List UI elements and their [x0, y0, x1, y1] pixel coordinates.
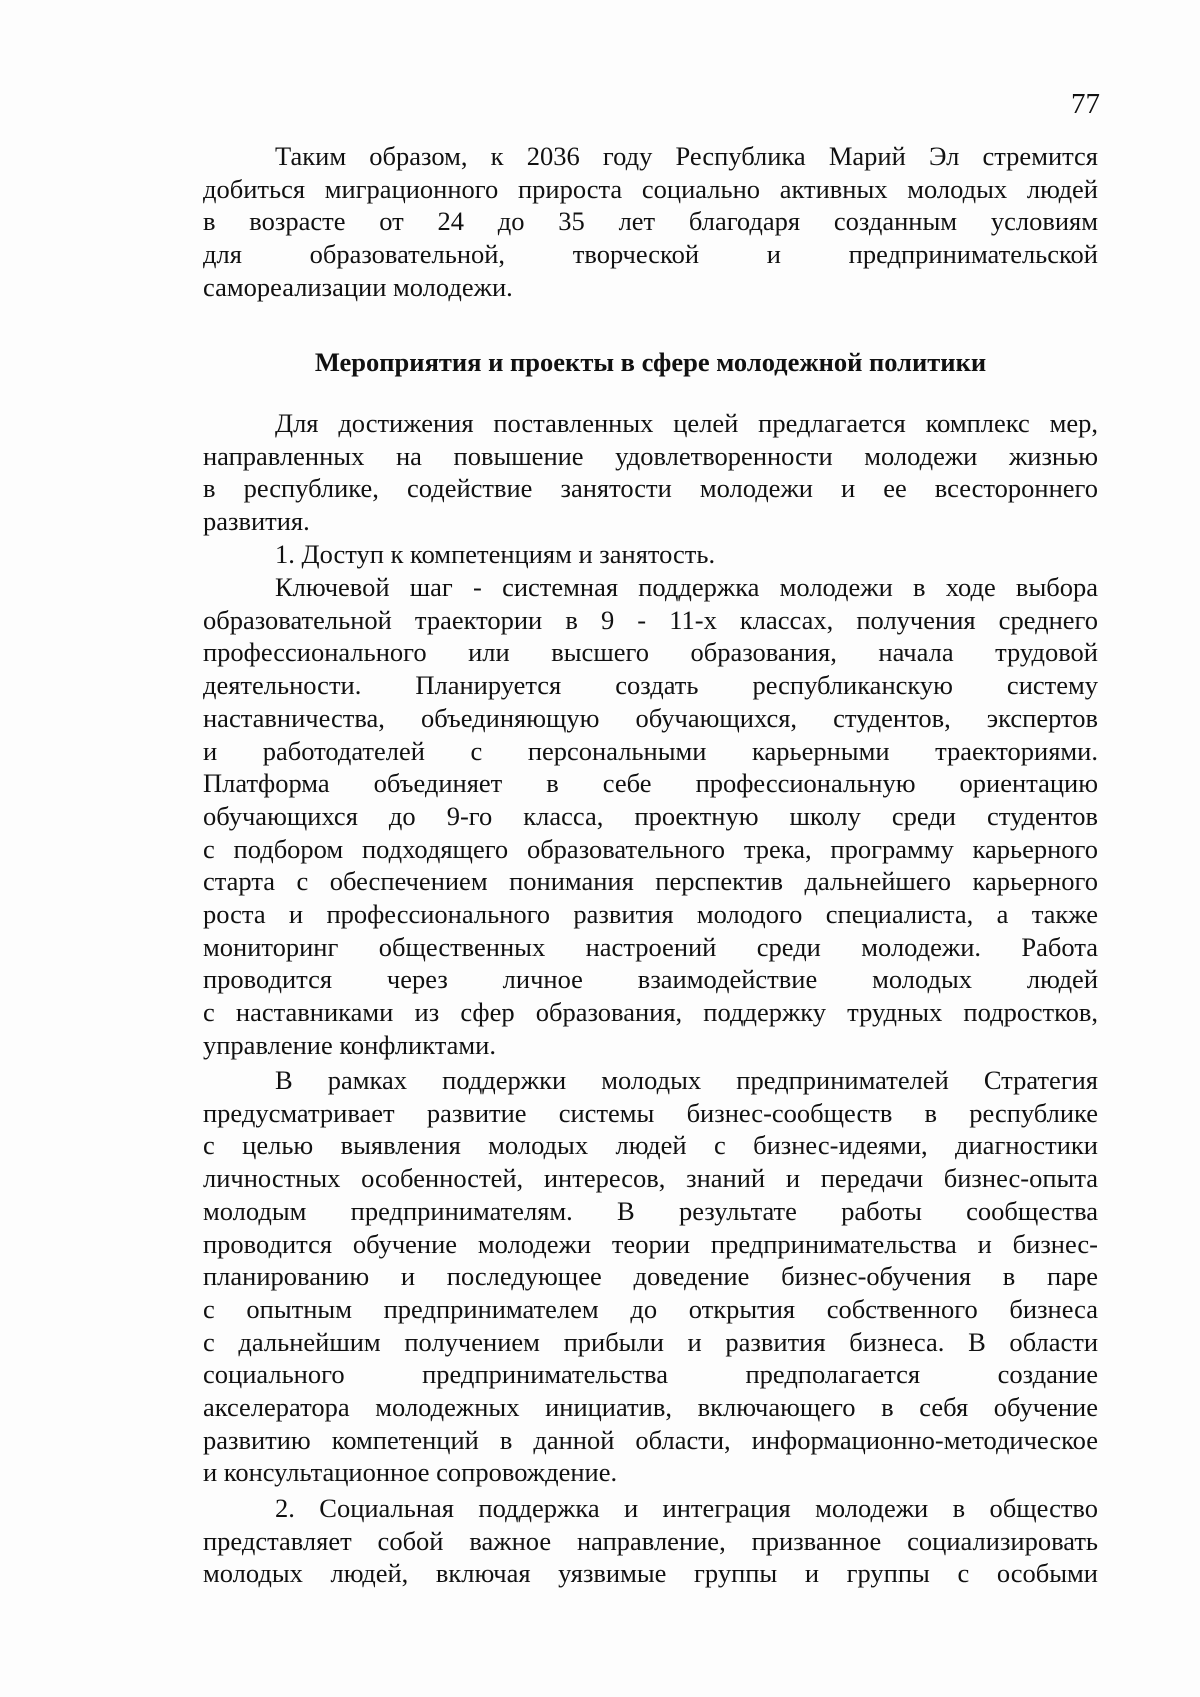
- text-line: роста и профессионального развития молодого специалиста, а также: [203, 899, 1098, 930]
- text-line: мониторинг общественных настроений среди молодежи. Работа: [203, 931, 1098, 962]
- text-line: обучающихся до 9-го класса, проектную школу среди студентов: [203, 800, 1098, 831]
- text-line: 1. Доступ к компетенциям и занятость.: [275, 539, 716, 569]
- section-heading: Мероприятия и проекты в сфере молодежной политики: [314, 347, 987, 377]
- text-line: Ключевой шаг - системная поддержка молодежи в ходе выбора: [275, 572, 1098, 602]
- text-line: планированию и последующее доведение бизнес-обучения в паре: [203, 1261, 1098, 1292]
- paragraph-entrepreneurship: [203, 1064, 1098, 1489]
- text-line: профессионального или высшего образования, начала трудовой: [203, 637, 1098, 668]
- text-line: самореализации молодежи.: [203, 271, 513, 302]
- text-line: старта с обеспечением понимания перспектив дальнейшего карьерного: [203, 866, 1098, 897]
- paragraph-social-support: [203, 1492, 1098, 1590]
- text-line: Платформа объединяет в себе профессиональную ориентацию: [203, 768, 1098, 799]
- text-line: развитию компетенций в данной области, информационно-методическое: [203, 1424, 1098, 1455]
- text-line: добиться миграционного прироста социально активных молодых людей: [203, 173, 1098, 204]
- paragraph-competencies: [203, 571, 1098, 1062]
- text-line: Таким образом, к 2036 году Республика Марий Эл стремится: [275, 141, 1098, 171]
- page-number: 77: [1071, 88, 1100, 120]
- text-line: деятельности. Планируется создать республиканскую систему: [203, 670, 1098, 701]
- text-line: развития.: [203, 506, 310, 537]
- text-line: с опытным предпринимателем до открытия собственного бизнеса: [203, 1293, 1098, 1324]
- text-line: молодым предпринимателям. В результате работы сообщества: [203, 1195, 1098, 1226]
- text-line: для образовательной, творческой и предпринимательской: [203, 239, 1098, 270]
- text-line: 2. Социальная поддержка и интеграция молодежи в общество: [275, 1493, 1098, 1523]
- text-line: социального предпринимательства предполагается создание: [203, 1359, 1098, 1390]
- text-line: и консультационное сопровождение.: [203, 1457, 618, 1488]
- text-line: акселератора молодежных инициатив, включающего в себя обучение: [203, 1392, 1098, 1423]
- text-line: с наставниками из сфер образования, поддержку трудных подростков,: [203, 997, 1098, 1028]
- text-line: в республике, содействие занятости молодежи и ее всестороннего: [203, 473, 1098, 504]
- text-line: проводится обучение молодежи теории предпринимательства и бизнес-: [203, 1228, 1098, 1259]
- text-line: предусматривает развитие системы бизнес-сообществ в республике: [203, 1097, 1098, 1128]
- text-line: молодых людей, включая уязвимые группы и группы с особыми: [203, 1558, 1098, 1589]
- text-line: и работодателей с персональными карьерными траекториями.: [203, 735, 1098, 766]
- text-line: с целью выявления молодых людей с бизнес-идеями, диагностики: [203, 1130, 1098, 1161]
- text-line: управление конфликтами.: [203, 1029, 496, 1060]
- text-line: представляет собой важное направление, призванное социализировать: [203, 1525, 1098, 1556]
- text-line: личностных особенностей, интересов, знаний и передачи бизнес-опыта: [203, 1163, 1098, 1194]
- text-line: Для достижения поставленных целей предлагается комплекс мер,: [275, 408, 1098, 438]
- list-item-title: [203, 538, 1098, 571]
- text-line: проводится через личное взаимодействие молодых людей: [203, 964, 1098, 995]
- text-line: В рамках поддержки молодых предпринимателей Стратегия: [275, 1065, 1098, 1095]
- text-line: образовательной траектории в 9 - 11-х классах, получения среднего: [203, 604, 1098, 635]
- text-line: с дальнейшим получением прибыли и развития бизнеса. В области: [203, 1326, 1098, 1357]
- text-line: с подбором подходящего образовательного трека, программу карьерного: [203, 833, 1098, 864]
- text-line: направленных на повышение удовлетворенности молодежи жизнью: [203, 440, 1098, 471]
- paragraph-intro: [203, 407, 1098, 538]
- text-line: наставничества, объединяющую обучающихся, студентов, экспертов: [203, 702, 1098, 733]
- paragraph-conclusion: [203, 140, 1098, 304]
- text-line: в возрасте от 24 до 35 лет благодаря созданным условиям: [203, 206, 1098, 237]
